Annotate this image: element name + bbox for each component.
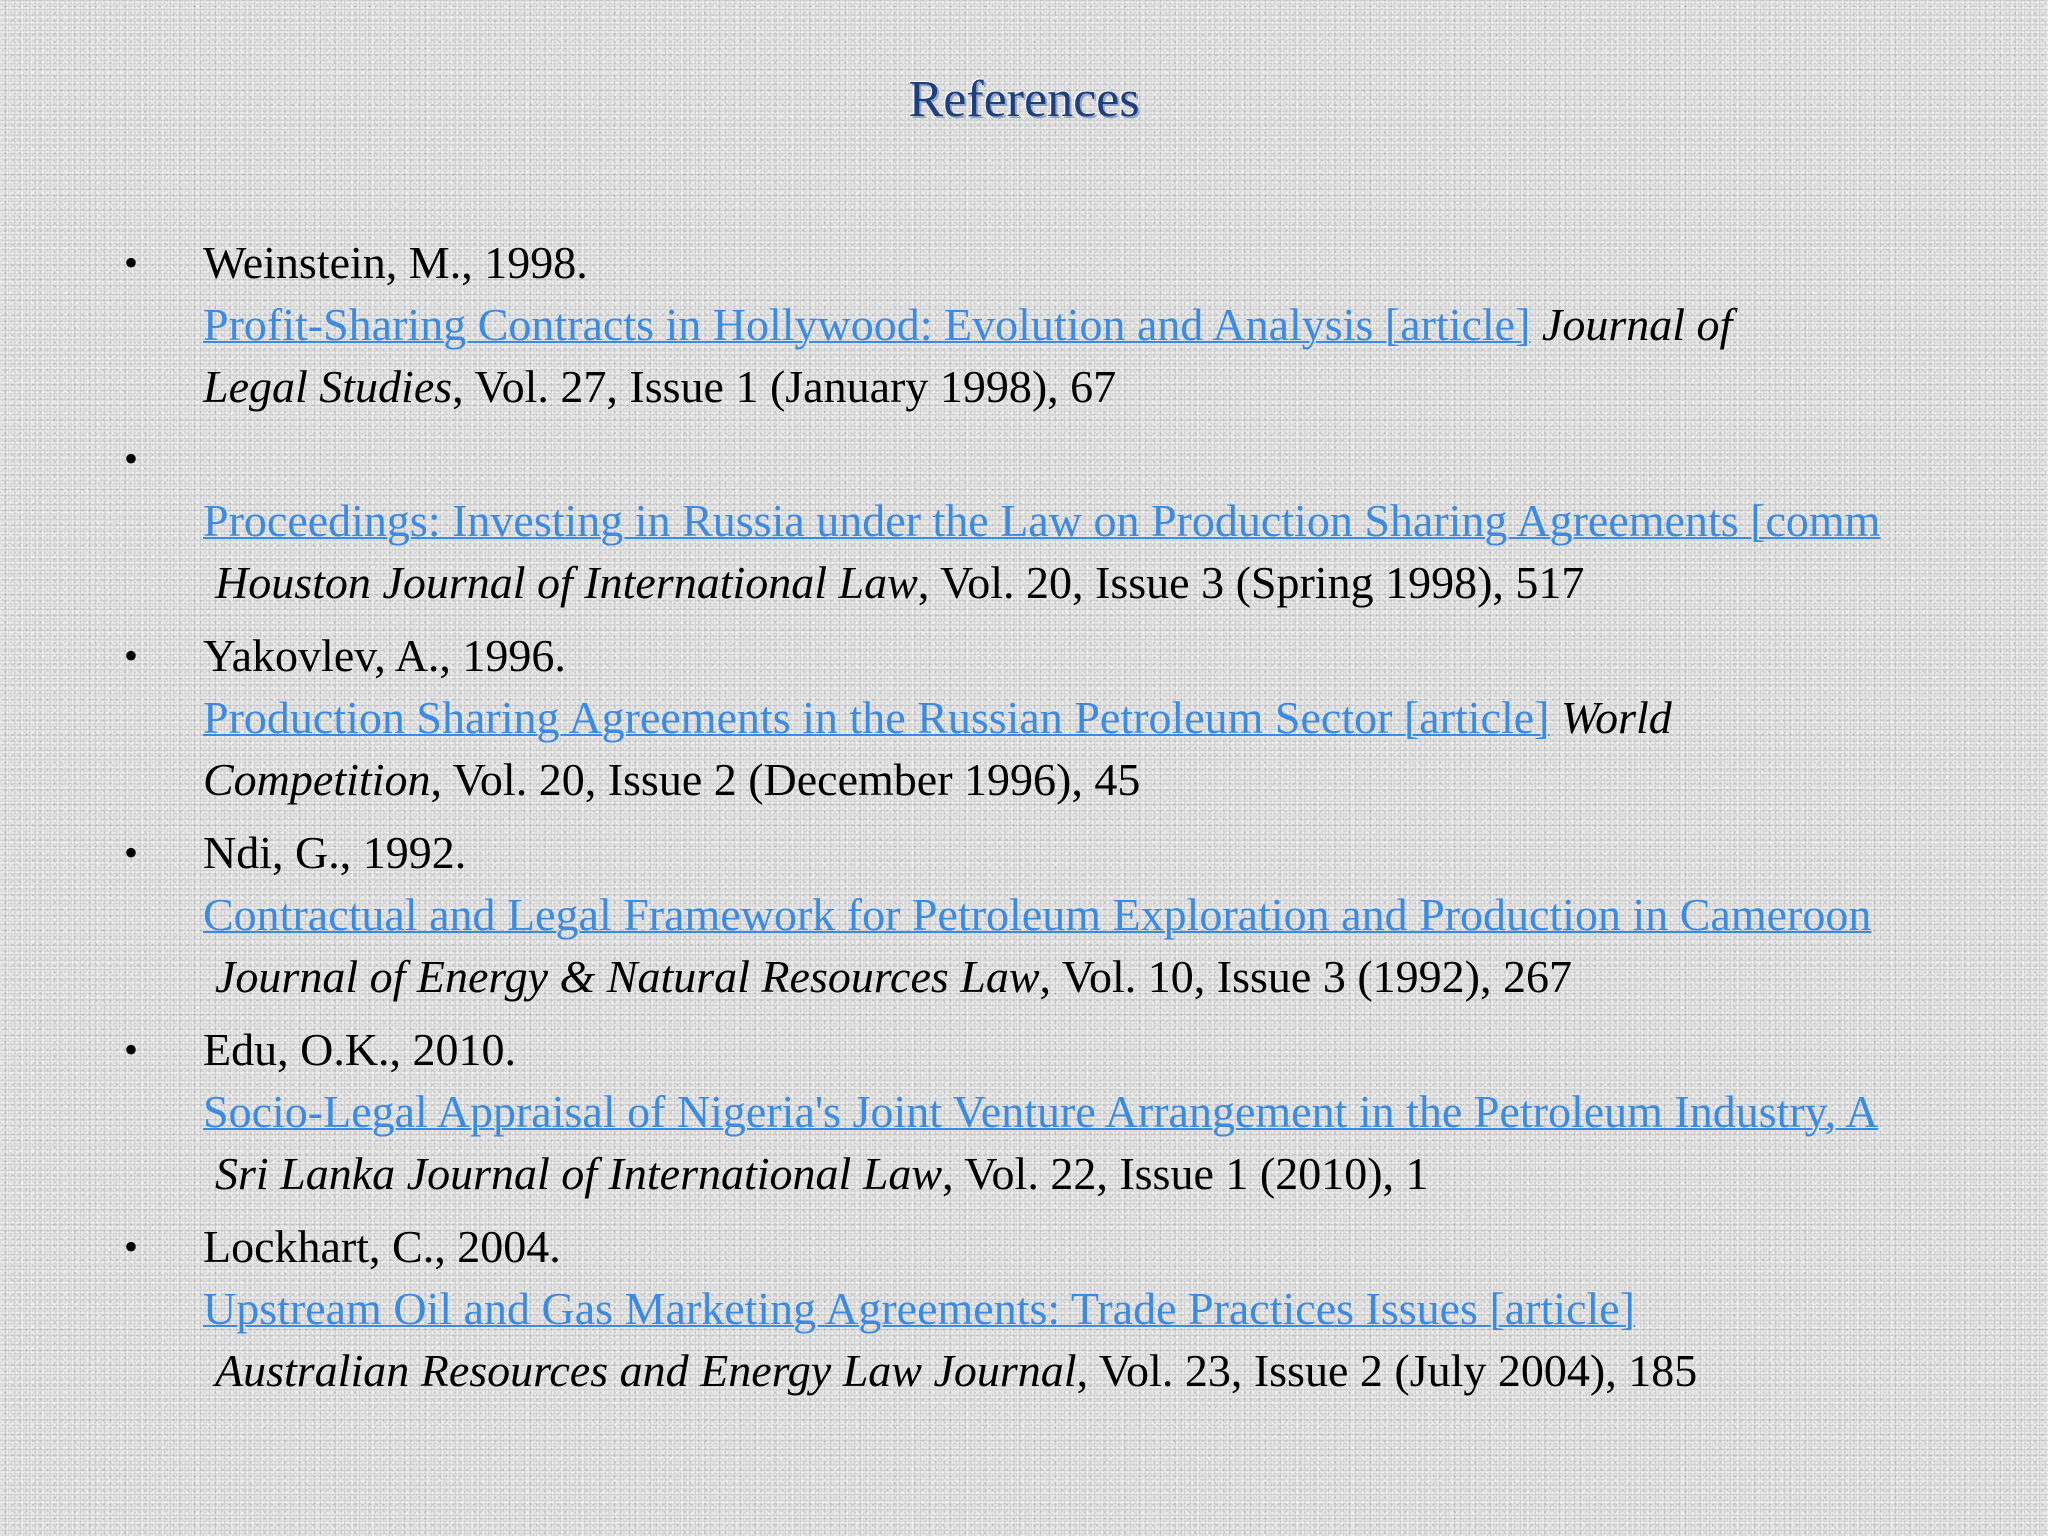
journal-name: Sri Lanka Journal of International Law (215, 1148, 943, 1199)
reference-author: Edu, O.K., 2010. (203, 1024, 517, 1075)
reference-details: , Vol. 23, Issue 2 (July 2004), 185 (1076, 1345, 1698, 1396)
journal-name: Legal Studies (203, 361, 453, 412)
bullet-icon: • (124, 436, 139, 481)
reference-details: , Vol. 20, Issue 2 (December 1996), 45 (430, 754, 1141, 805)
reference-details: , Vol. 20, Issue 3 (Spring 1998), 517 (917, 557, 1585, 608)
reference-link[interactable]: Production Sharing Agreements in the Russian Petroleum Sector [article] (203, 692, 1550, 743)
reference-link[interactable]: Upstream Oil and Gas Marketing Agreements: Trade Practices Issues [article] (203, 1283, 1635, 1334)
bullet-icon: • (124, 1027, 139, 1072)
journal-name: Journal of Energy & Natural Resources Law (215, 951, 1040, 1002)
reference-details: , Vol. 22, Issue 1 (2010), 1 (942, 1148, 1429, 1199)
reference-link[interactable]: Profit-Sharing Contracts in Hollywood: Evolution and Analysis [article] (203, 299, 1531, 350)
journal-name: Australian Resources and Energy Law Journal (215, 1345, 1077, 1396)
reference-link[interactable]: Proceedings: Investing in Russia under the Law on Production Sharing Agreements [comm (203, 495, 1881, 546)
bullet-icon: • (124, 240, 139, 285)
page-title: References (908, 71, 1140, 128)
journal-name: World (1561, 692, 1672, 743)
bullet-icon: • (124, 1224, 139, 1269)
journal-name: Houston Journal of International Law (215, 557, 918, 608)
reference-details: , Vol. 27, Issue 1 (January 1998), 67 (452, 361, 1117, 412)
reference-link[interactable]: Contractual and Legal Framework for Petroleum Exploration and Production in Cameroon (203, 889, 1872, 940)
reference-author: Ndi, G., 1992. (203, 827, 467, 878)
reference-author: Yakovlev, A., 1996. (203, 630, 566, 681)
reference-list (0, 232, 2048, 1492)
reference-author: Weinstein, M., 1998. (203, 237, 588, 288)
bullet-icon: • (124, 633, 139, 678)
reference-link[interactable]: Socio-Legal Appraisal of Nigeria's Joint Venture Arrangement in the Petroleum Industry, A (203, 1086, 1879, 1137)
bullet-icon: • (124, 830, 139, 875)
journal-name: Competition (203, 754, 431, 805)
reference-author: Lockhart, C., 2004. (203, 1221, 561, 1272)
journal-name: Journal of (1541, 299, 1733, 350)
reference-details: , Vol. 10, Issue 3 (1992), 267 (1039, 951, 1572, 1002)
